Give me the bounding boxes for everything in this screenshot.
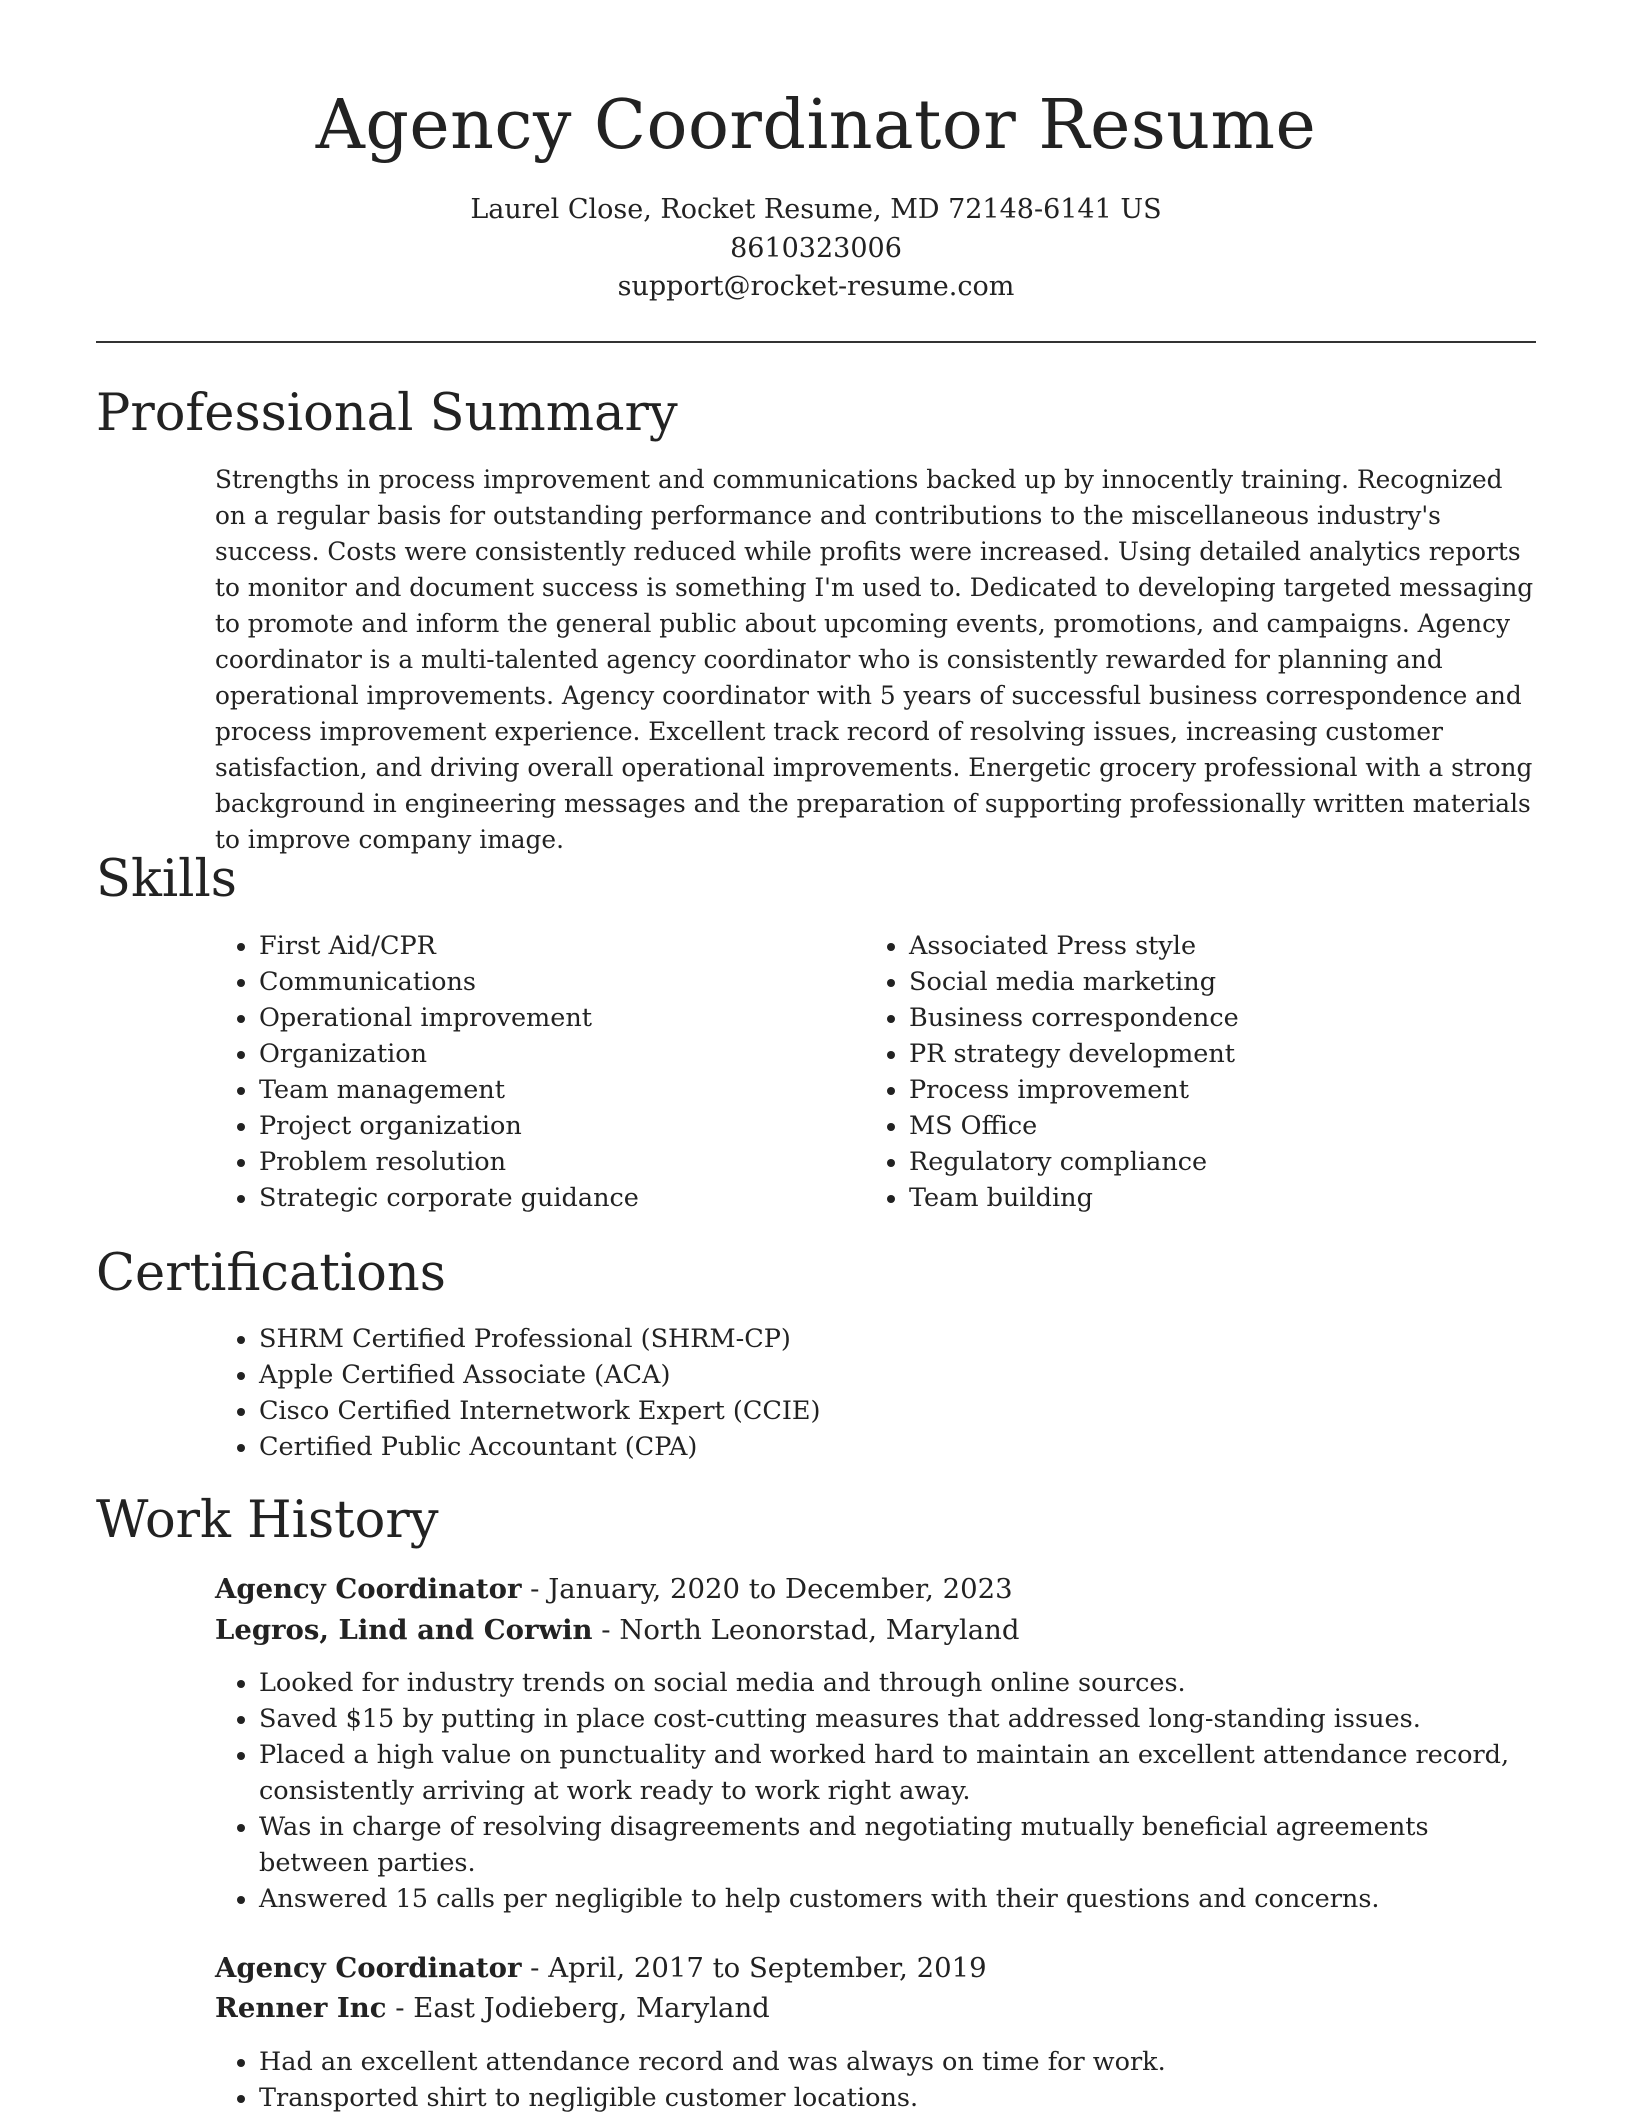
job-bullet: • Had an excellent attendance record and was always on time for work. bbox=[259, 2044, 1539, 2080]
skill-item: • Operational improvement bbox=[259, 1000, 859, 1036]
skill-item: • Project organization bbox=[259, 1108, 859, 1144]
skill-item: • Regulatory compliance bbox=[909, 1144, 1509, 1180]
skill-item: • PR strategy development bbox=[909, 1036, 1509, 1072]
skills-list-right bbox=[865, 928, 1509, 1216]
certifications-list bbox=[215, 1321, 1459, 1465]
skill-item: • Organization bbox=[259, 1036, 859, 1072]
job-dates: - April, 2017 to September, 2019 bbox=[521, 1952, 987, 1984]
summary-text: Strengths in process improvement and communications backed up by innocently training. Recognized on a regular basis for outstanding performance and contributions to the miscellaneous industry's success. Costs were consistently reduced while profits were increased. Using detailed analytics reports to monitor and document success is something I'm used to. Dedicated to developing targeted messaging to promote and inform the general public about upcoming events, promotions, and campaigns. Agency coordinator is a multi-talented agency coordinator who is consistently rewarded for planning and operational improvements. Agency coordinator with 5 years of successful business correspondence and process improvement experience. Excellent track record of resolving issues, increasing customer satisfaction, and driving overall operational improvements. Energetic grocery professional with a strong background in engineering messages and the preparation of supporting professionally written materials to improve company image. bbox=[215, 465, 1534, 854]
work-heading: Work History bbox=[96, 1491, 439, 1550]
job-bullet: • Was in charge of resolving disagreements and negotiating mutually beneficial agreements between parties. bbox=[259, 1809, 1539, 1881]
skill-item: • Process improvement bbox=[909, 1072, 1509, 1108]
skill-item: • First Aid/CPR bbox=[259, 928, 859, 964]
skill-item: • Associated Press style bbox=[909, 928, 1509, 964]
job-company: Renner Inc bbox=[215, 1992, 387, 2024]
job-location: - East Jodieberg, Maryland bbox=[386, 1992, 770, 2024]
certifications-heading: Certifications bbox=[96, 1244, 446, 1303]
contact-address: Laurel Close, Rocket Resume, MD 72148-6141 US bbox=[470, 194, 1162, 225]
resume-title: Agency Coordinator Resume bbox=[315, 86, 1317, 165]
skill-item: • Team management bbox=[259, 1072, 859, 1108]
skill-item: • Team building bbox=[909, 1180, 1509, 1216]
job-location: - North Leonorstad, Maryland bbox=[592, 1614, 1020, 1646]
job-title-line bbox=[215, 1948, 987, 1988]
skill-item: • Communications bbox=[259, 964, 859, 1000]
skill-item: • Social media marketing bbox=[909, 964, 1509, 1000]
job-bullet: • Saved $15 by putting in place cost-cutting measures that addressed long-standing issues. bbox=[259, 1701, 1539, 1737]
contact-phone: 8610323006 bbox=[730, 233, 902, 264]
skills-heading: Skills bbox=[96, 850, 237, 909]
job-title: Agency Coordinator bbox=[215, 1952, 522, 1984]
certification-item: • Cisco Certified Internetwork Expert (CCIE) bbox=[259, 1393, 1459, 1429]
summary-heading: Professional Summary bbox=[96, 384, 678, 443]
skill-item: • MS Office bbox=[909, 1108, 1509, 1144]
job-company-line bbox=[215, 1988, 770, 2028]
certification-item: • Certified Public Accountant (CPA) bbox=[259, 1429, 1459, 1465]
job-bullet: • Answered 15 calls per negligible to help customers with their questions and concerns. bbox=[259, 1881, 1539, 1917]
skill-item: • Problem resolution bbox=[259, 1144, 859, 1180]
header-divider bbox=[96, 341, 1536, 343]
job-company-line bbox=[215, 1610, 1020, 1650]
contact-email: support@rocket-resume.com bbox=[617, 271, 1015, 302]
certification-item: • Apple Certified Associate (ACA) bbox=[259, 1357, 1459, 1393]
job-company: Legros, Lind and Corwin bbox=[215, 1614, 593, 1646]
certification-item: • SHRM Certified Professional (SHRM-CP) bbox=[259, 1321, 1459, 1357]
skills-list-left bbox=[215, 928, 859, 1216]
job-bullet: • Placed a high value on punctuality and worked hard to maintain an excellent attendance record, consistently arriving at work ready to work right away. bbox=[259, 1737, 1539, 1809]
job-bullet: • Transported shirt to negligible customer locations. bbox=[259, 2080, 1539, 2116]
skill-item: • Business correspondence bbox=[909, 1000, 1509, 1036]
job-dates: - January, 2020 to December, 2023 bbox=[521, 1573, 1013, 1605]
skill-item: • Strategic corporate guidance bbox=[259, 1180, 859, 1216]
job-bullets bbox=[215, 2044, 1539, 2116]
job-title-line bbox=[215, 1569, 1013, 1609]
job-bullets bbox=[215, 1665, 1539, 1917]
job-bullet: • Looked for industry trends on social media and through online sources. bbox=[259, 1665, 1539, 1701]
job-title: Agency Coordinator bbox=[215, 1573, 522, 1605]
